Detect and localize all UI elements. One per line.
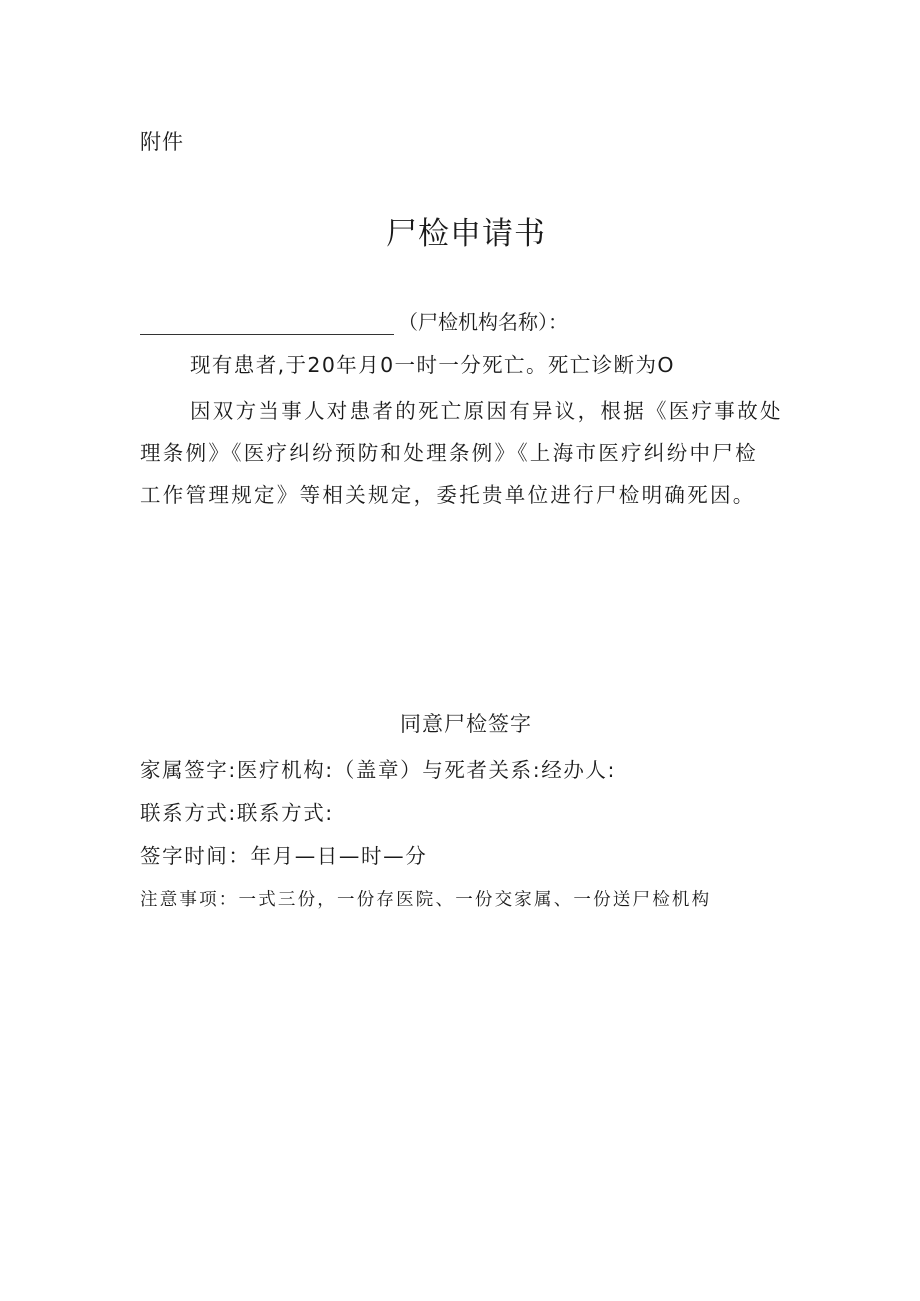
body-line-1: 现有患者,于20年月0一时一分死亡。死亡诊断为O: [190, 353, 675, 377]
notice-line: 注意事项：一式三份，一份存医院、一份交家属、一份送尸检机构: [140, 890, 712, 910]
consent-title: 同意尸检签字: [400, 712, 532, 736]
signing-time-line: 签字时间：年月—日—时—分: [140, 844, 428, 868]
attachment-label: 附件: [140, 130, 184, 154]
organization-name-blank[interactable]: [140, 312, 394, 335]
body-line-3: 理条例》《医疗纠纷预防和处理条例》《上海市医疗纠纷中尸检: [140, 441, 758, 465]
body-line-4: 工作管理规定》等相关规定，委托贵单位进行尸检明确死因。: [140, 483, 756, 507]
signature-line: 家属签字:医疗机构:（盖章）与死者关系:经办人:: [140, 758, 617, 782]
body-line-2: 因双方当事人对患者的死亡原因有异议，根据《医疗事故处: [190, 399, 783, 423]
contact-line: 联系方式:联系方式:: [140, 801, 334, 825]
addressee-line: [140, 306, 568, 335]
addressee-suffix: （尸检机构名称）：: [398, 310, 568, 334]
document-title: 尸检申请书: [386, 216, 546, 252]
